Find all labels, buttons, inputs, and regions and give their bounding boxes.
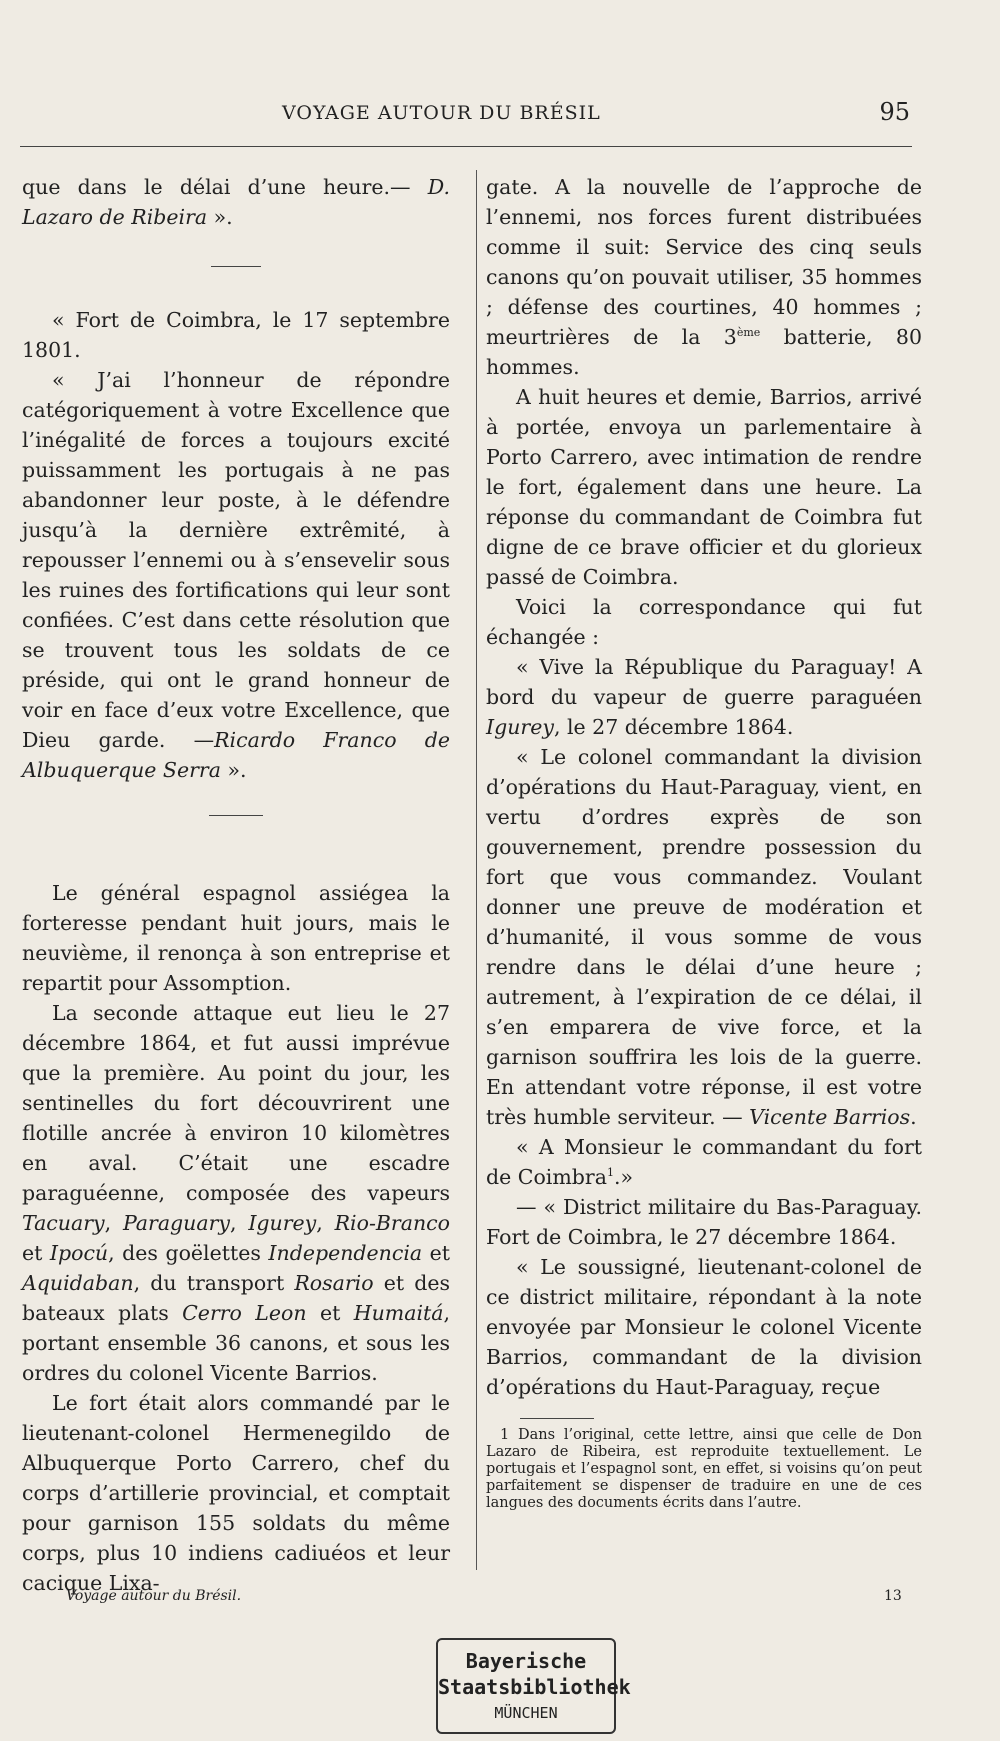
paragraph: Voici la correspondance qui fut échangée : <box>486 595 922 649</box>
paragraph: Le fort était alors commandé par le lieutenant-colonel Hermenegildo de Albuquerque Porto Carrero, chef du corps d’artillerie provincial, et comptait pour garnison 155 soldats du même corps, plus 10 indiens cadiuéos et leur cacique Lixa- <box>22 1391 450 1595</box>
stamp-line: Staatsbibliothek <box>438 1675 631 1699</box>
stamp-line: Bayerische <box>465 1649 587 1673</box>
running-header <box>20 98 910 132</box>
paragraph: — « District militaire du Bas-Paraguay. Fort de Coimbra, le 27 décembre 1864. <box>486 1195 922 1249</box>
letter-dateline: « Fort de Coimbra, le 17 septembre 1801. <box>22 308 450 362</box>
library-stamp <box>436 1638 631 1734</box>
paragraph: gate. A la nouvelle de l’approche de l’ennemi, nos forces furent distribuées comme il suit: Service des cinq seuls canons qu’on pouvait utiliser, 35 hommes ; défense des courtines, 40 hommes ; meurtrières de la 3ème batterie, 80 hommes. <box>486 175 922 379</box>
footnote-ref: 1 <box>606 1166 614 1180</box>
paragraph: La seconde attaque eut lieu le 27 décembre 1864, et fut aussi imprévue que la première. Au point du jour, les sentinelles du fort découvrirent une flotille ancrée à environ 10 kilomètres en aval. C’était une escadre paraguéenne, composée des vapeurs Tacuary, Paraguary, Igurey, Rio-Branco et Ipocú, des goëlettes Independencia et Aquidaban, du transport Rosario et des bateaux plats Cerro Leon et Humaitá, portant ensemble 36 canons, et sous les ordres du colonel Vicente Barrios. <box>22 1001 451 1385</box>
running-title: VOYAGE AUTOUR DU BRÉSIL <box>282 102 601 124</box>
left-column <box>22 172 450 1598</box>
signature-mark: 13 <box>884 1588 902 1604</box>
footnote-rule <box>520 1418 594 1419</box>
section-separator <box>211 266 261 267</box>
header-rule <box>20 146 912 147</box>
paragraph: « Le soussigné, lieutenant-colonel de ce district militaire, répondant à la note envoyée par Monsieur le colonel Vicente Barrios, commandant de la division d’opérations du Haut-Paraguay, reçue <box>486 1255 922 1399</box>
stamp-line: MÜNCHEN <box>494 1704 558 1722</box>
paragraph: A huit heures et demie, Barrios, arrivé à portée, envoya un parlementaire à Porto Carrero, avec intimation de rendre le fort, également dans une heure. La réponse du commandant de Coimbra fut digne de ce brave officier et du glorieux passé de Coimbra. <box>486 385 922 589</box>
column-divider <box>476 170 477 1570</box>
paragraph: que dans le délai d’une heure.— D. Lazaro de Ribeira ». <box>22 175 450 229</box>
paragraph: « Le colonel commandant la division d’opérations du Haut-Paraguay, vient, en vertu d’ordres exprès de son gouvernement, prendre possession du fort que vous commandez. Voulant donner une preuve de modération et d’humanité, il vous somme de vous rendre dans le délai d’une heure ; autrement, à l’expiration de ce délai, il s’en emparera de vive force, et la garnison souffrira les lois de la guerre. En attendant votre réponse, il est votre très humble serviteur. — Vicente Barrios. <box>486 745 922 1129</box>
footer-book-title: Voyage autour du Brésil. <box>66 1588 242 1604</box>
section-separator <box>209 815 263 816</box>
paragraph: « J’ai l’honneur de répondre catégoriquement à votre Excellence que l’inégalité de forces a toujours excité puissamment les portugais à ne pas abandonner leur poste, à le défendre jusqu’à la dernière extrêmité, à repousser l’ennemi ou à s’ensevelir sous les ruines des fortifications qui leur sont confiées. C’est dans cette résolution que se trouvent tous les soldats de ce préside, qui ont le grand honneur de voir en face d’eux votre Excellence, que Dieu garde. —Ricardo Franco de Albuquerque Serra ». <box>22 368 450 782</box>
paragraph: Le général espagnol assiégea la forteresse pendant huit jours, mais le neuvième, il renonça à son entreprise et repartit pour Assomption. <box>22 881 450 995</box>
page-number: 95 <box>879 98 910 126</box>
right-column <box>486 172 922 1512</box>
footnote: 1 Dans l’original, cette lettre, ainsi que celle de Don Lazaro de Ribeira, est reproduite textuellement. Le portugais et l’espagnol sont, en effet, si voisins qu’on peut parfaitement se dispenser de traduire en une de ces langues des documents écrits dans l’autre. <box>486 1427 922 1511</box>
paragraph: « Vive la République du Paraguay! A bord du vapeur de guerre paraguéen Igurey, le 27 décembre 1864. <box>486 655 922 739</box>
paragraph: « A Monsieur le commandant du fort de Coimbra$^1$.» <box>486 1135 922 1189</box>
